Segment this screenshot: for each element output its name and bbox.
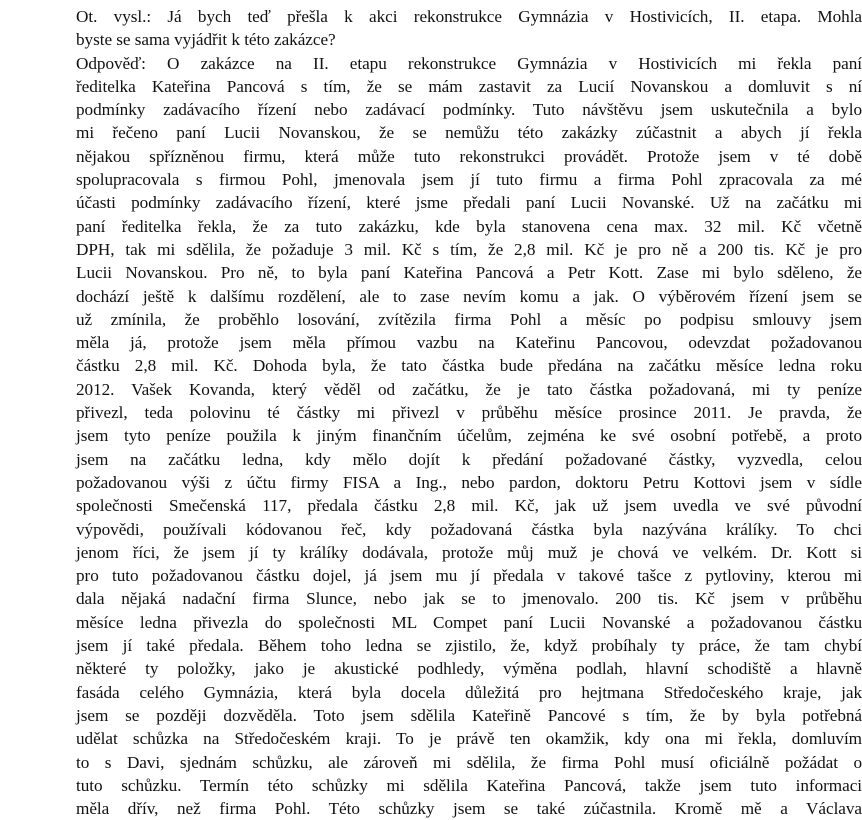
- text-line: přivezl, teda polovinu té částky mi přivezl v průběhu měsíce prosince 2011. Je pravda, že: [76, 403, 862, 423]
- text-line: výpovědi, používali kódovanou řeč, kdy požadovaná částka byla nazývána králíky. To chci: [76, 519, 862, 539]
- text-line: Ot. vysl.: Já bych teď přešla k akci rekonstrukce Gymnázia v Hostivicích, II. etapa. Mohla: [76, 7, 862, 26]
- transcript-text: [76, 5, 862, 820]
- text-line: 2012. Vašek Kovanda, který věděl od začátku, že je tato částka požadovaná, mi ty peníze: [76, 379, 862, 399]
- text-line: společnosti Smečenská 117, předala částku 2,8 mil. Kč, jak už jsem uvedla ve své původní: [76, 496, 862, 516]
- text-line: pro tuto požadovanou částku dojel, já jsem mu jí předala v takové tašce z pytloviny, kterou mi: [76, 566, 862, 586]
- text-line: dochází ještě k dalšímu rozdělení, ale to zase nevím komu a jak. O výběrovém řízení jsem se: [76, 286, 862, 306]
- text-line: paní ředitelka řekla, že za tuto zakázku, kde byla stanovena cena max. 32 mil. Kč včetně: [76, 216, 862, 236]
- text-line: ředitelka Kateřina Pancová s tím, že se mám zastavit za Lucií Novanskou a domluvit s ní: [76, 76, 862, 96]
- text-line: částku 2,8 mil. Kč. Dohoda byla, že tato částka bude předána na začátku měsíce ledna roku: [76, 356, 862, 376]
- text-line: fasáda celého Gymnázia, která byla docela důležitá pro hejtmana Středočeského kraje, jak: [76, 682, 862, 702]
- text-line: požadovanou výši z účtu firmy FISA a Ing., nebo pardon, doktoru Petru Kottovi jsem v sídle: [76, 472, 862, 492]
- text-line: tuto schůzku. Termín této schůzky mi sdělila Kateřina Pancová, takže jsem tuto informaci: [76, 775, 862, 795]
- text-line: to s Davi, sjednám schůzku, ale zároveň mi sdělila, že firma Pohl musí oficiálně požádat o: [76, 752, 862, 772]
- text-line: jenom říci, že jsem jí ty králíky dodávala, protože můj muž je chová ve velkém. Dr. Kott si: [76, 542, 862, 562]
- text-line: Lucii Novanskou. Pro ně, to byla paní Kateřina Pancová a Petr Kott. Zase mi bylo sděleno, že: [76, 263, 862, 283]
- text-line: měla já, protože jsem měla přímou vazbu na Kateřinu Pancovou, odevzdat požadovanou: [76, 333, 862, 353]
- text-line: dala nějaká nadační firma Slunce, nebo jak se to jmenovalo. 200 tis. Kč jsem v průběhu: [76, 589, 862, 609]
- text-line: DPH, tak mi sdělila, že požaduje 3 mil. Kč s tím, že 2,8 mil. Kč je pro ně a 200 tis. Kč je pro: [76, 239, 862, 259]
- text-line: některé ty položky, jako je akustické podhledy, výměna podlah, hlavní schodiště a hlavně: [76, 659, 862, 679]
- text-line: jsem jí také předala. Během toho ledna se zjistilo, že, když probíhaly ty práce, že tam chybí: [76, 636, 862, 656]
- text-line: byste se sama vyjádřit k této zakázce?: [76, 30, 336, 50]
- text-line: měla dřív, než firma Pohl. Této schůzky jsem se také zúčastnila. Kromě mě a Václava: [76, 799, 862, 819]
- text-line: jsem se později dozvěděla. Toto jsem sdělila Kateřině Pancové s tím, že by byla potřebná: [76, 705, 862, 725]
- text-line: už zmínila, že proběhlo losování, zvítězila firma Pohl a měsíc po podpisu smlouvy jsem: [76, 309, 862, 329]
- text-line: měsíce ledna přivezla do společnosti ML Compet paní Lucii Novanské a požadovanou částku: [76, 612, 862, 632]
- text-line: jsem tyto peníze použila k jiným finančním účelům, zejména ke své osobní potřebě, a proto: [76, 426, 862, 446]
- text-line: jsem na začátku ledna, kdy mělo dojít k předání požadované částky, vyzvedla, celou: [76, 449, 862, 469]
- text-line: mi řečeno paní Lucii Novanskou, že se nemůžu této zakázky zúčastnit a abych jí řekla: [76, 123, 862, 143]
- text-line: podmínky zadávacího řízení nebo zadávací podmínky. Tuto návštěvu jsem uskutečnila a bylo: [76, 100, 862, 120]
- text-line: nějakou spřízněnou firmu, která může tuto rekonstrukci provádět. Protože jsem v té době: [76, 146, 862, 166]
- text-line: účasti podmínky zadávacího řízení, které jsme předali paní Lucii Novanské. Už na začátku mi: [76, 193, 862, 213]
- text-line: Odpověď: O zakázce na II. etapu rekonstrukce Gymnázia v Hostivicích mi řekla paní: [76, 53, 862, 73]
- text-line: spolupracovala s firmou Pohl, jmenovala jsem jí tuto firmu a firma Pohl zpracovala za mé: [76, 170, 862, 190]
- text-line: udělat schůzka na Středočeském kraji. To je právě ten okamžik, kdy ona mi řekla, domluvím: [76, 729, 862, 749]
